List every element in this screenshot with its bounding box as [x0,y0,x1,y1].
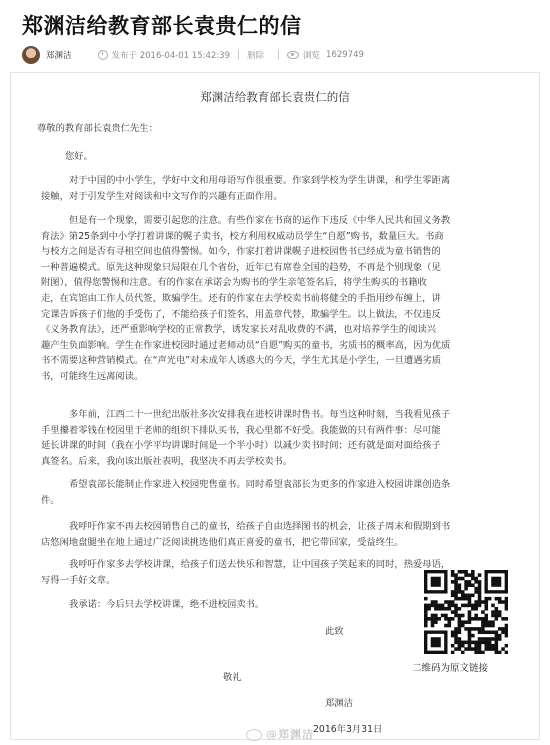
meta-divider [278,50,279,60]
letter-line: 走，在宾馆由工作人员代签，欺骗学生。还有的作家在去学校卖书前将健全的手指用纱布缠上，讲 [41,293,441,304]
letter-line: 延长讲课的时间（我在小学平均讲课时间是一个半小时）以减少卖书时间；还有就是面对面给孩子 [41,440,441,452]
letter-line: 书，可能终生远离阅读。 [41,371,144,382]
closing-jingli: 敬礼 [223,672,242,683]
letter-line: 对于中国的中小学生，学好中文和用母语写作很重要。作家到学校为学生讲课，和学生零距离 [69,175,451,186]
letter-line: 店悠闲地盘腿坐在地上通过广泛阅读挑选他们真正喜爱的童书，把它带回家，受益终生。 [41,536,404,548]
letter-line: 尊敬的教育部长袁贵仁先生： [37,123,158,134]
eye-icon [287,51,299,59]
letter-line: 我承诺：今后只去学校讲课，绝不进校园卖书。 [69,599,265,610]
weibo-watermark [246,726,314,742]
views-label: 浏览 [303,51,321,61]
letter-line: 附图），值得您警惕和注意。有的作家在承诺会为购书的学生亲笔签名后，将学生购买的书籍收 [41,277,427,289]
publish-time: 发布于 2016-04-01 15:42:39 [111,51,230,61]
article-meta [22,44,532,66]
watermark-text: @郑渊洁 [266,728,314,741]
delete-link[interactable]: 删除 [247,51,265,61]
letter-line: 《义务教育法》，还严重影响学校的正常教学，诱发家长对乱收费的不满，也对培养学生的阅读兴 [41,324,437,336]
letter-line: 但是有一个现象，需要引起您的注意。有些作家在书商的运作下违反《中华人民共和国义务教 [69,215,451,226]
letter-line: 一种普遍模式。原先这种现象只局限在几个省份，近年已有席卷全国的趋势，不再是个别现象（见 [41,261,441,273]
letter-line: 我呼吁作家多去学校讲课，给孩子们送去快乐和智慧，让中国孩子笑起来的同时，热爱母语， [69,559,451,570]
views-count: 1629749 [326,50,364,60]
letter-line: 件。 [41,494,60,506]
letter-line: 我呼吁作家不再去校园销售自己的童书，给孩子自由选择图书的机会，让孩子周末和假期到书 [69,521,451,532]
meta-divider [238,50,239,60]
avatar[interactable] [22,46,40,64]
letter-line: 手里攥着零钱在校园里于老师的组织下排队买书，我心里都不好受。我能做的只有两件事：尽可能 [41,424,441,436]
article-title: 郑渊洁给教育部长袁贵仁的信 [22,14,302,38]
letter-date: 2016年3月31日 [313,724,383,735]
qr-caption: 二维码为原文链接 [412,663,489,674]
signature: 郑渊洁 [325,698,353,709]
letter-title: 郑渊洁给教育部长袁贵仁的信 [200,90,350,104]
letter-line: 希望袁部长能制止作家进入校园兜售童书。同时希望袁部长为更多的作家进入校园讲课创造条 [69,479,451,490]
letter-line: 真签名。后来，我向该出版社表明，我坚决不再去学校卖书。 [41,455,293,467]
letter-line: 书不需要这种营销模式。在“声光电”对未成年人诱惑大的今天，学生尤其是小学生，一旦遭遇劣质 [41,355,442,367]
letter-line: 完课告诉孩子们他的手受伤了，不能给孩子们签名，用盖章代替，欺骗学生。以上做法，不仅违反 [41,308,441,320]
clock-icon [98,50,108,60]
letter-line: 写得一手好文章。 [41,574,116,586]
closing-zhici: 此致 [325,626,344,637]
letter-line: 育法》第25条到中小学打着讲课的幌子卖书，校方利用权威动员学生“自愿”购书，数量巨大。书商 [41,230,444,242]
letter-line: 趣产生负面影响。学生在作家进校园时通过老师动员“自愿”购买的童书，劣质书的概率高，因为优质 [41,339,451,351]
weibo-logo-icon [246,729,262,741]
qr-code-icon[interactable] [424,570,508,654]
author-name[interactable]: 郑渊洁 [46,51,72,61]
letter-line: 接触，对于引发学生对阅读和中文写作的兴趣有正面作用。 [41,190,283,202]
letter-line: 与校方之间是否有寻租空间也值得警惕。如今，作家打着讲课幌子进校园售书已经成为童书销售的 [41,246,441,258]
letter-line: 多年前，江西二十一世纪出版社多次安排我在进校讲课时售书。每当这种时刻，当我看见孩子 [69,409,451,420]
letter-line: 您好。 [65,151,93,162]
